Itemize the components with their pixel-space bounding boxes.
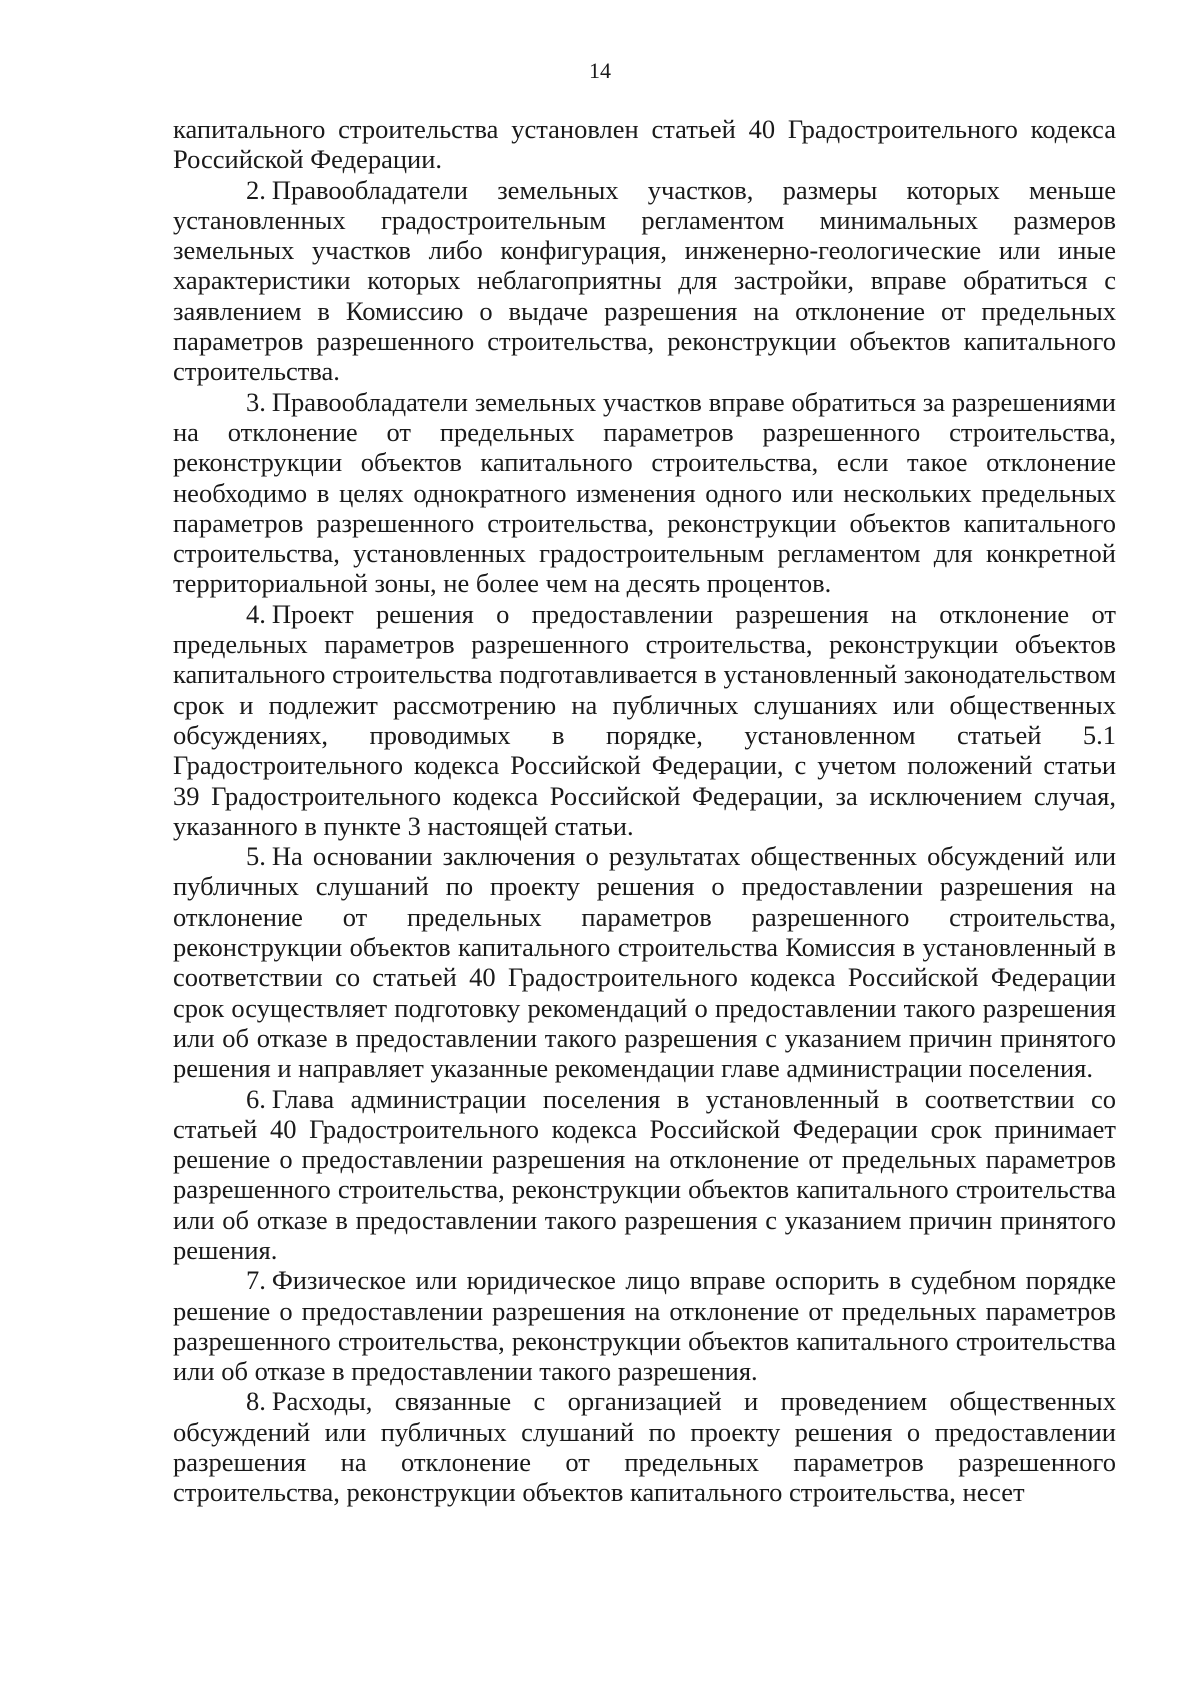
paragraph-continuation [173, 114, 1116, 175]
paragraph-item-8 [173, 1386, 1116, 1507]
paragraph-number: 6. [246, 1083, 266, 1114]
paragraph-item-4 [173, 599, 1116, 841]
paragraph-text: Проект решения о предоставлении разрешения на отклонение от предельных параметров разрешенного строительства, реконструкции объектов капитального строительства подготавливается в установленный законодательством срок и подлежит рассмотрению на публичных слушаниях или общественных обсуждениях, проводимых в порядке, установленном статьей 5.1 Градостроительного кодекса Российской Федерации, с учетом положений статьи 39 Градостроительного кодекса Российской Федерации, за исключением случая, указанного в пункте 3 настоящей статьи. [173, 598, 1116, 841]
paragraph-text: Правообладатели земельных участков, размеры которых меньше установленных градостроительным регламентом минимальных размеров земельных участков либо конфигурация, инженерно-геологические или иные характеристики которых неблагоприятны для застройки, вправе обратиться с заявлением в Комиссию о выдаче разрешения на отклонение от предельных параметров разрешенного строительства, реконструкции объектов капитального строительства. [173, 174, 1116, 387]
paragraph-number: 3. [246, 386, 266, 417]
paragraph-text: Расходы, связанные с организацией и проведением общественных обсуждений или публичных слушаний по проекту решения о предоставлении разрешения на отклонение от предельных параметров разрешенного строительства, реконструкции объектов капитального строительства, несет [173, 1386, 1116, 1508]
document-body [173, 114, 1116, 1508]
paragraph-item-5 [173, 841, 1116, 1083]
paragraph-item-6 [173, 1084, 1116, 1266]
page-number: 14 [589, 58, 611, 83]
paragraph-text: На основании заключения о результатах общественных обсуждений или публичных слушаний по проекту решения о предоставлении разрешения на отклонение от предельных параметров разрешенного строительства, реконструкции объектов капитального строительства Комиссия в установленный в соответствии со статьей 40 Градостроительного кодекса Российской Федерации срок осуществляет подготовку рекомендаций о предоставлении такого разрешения или об отказе в предоставлении такого разрешения с указанием причин принятого решения и направляет указанные рекомендации главе администрации поселения. [173, 841, 1116, 1084]
paragraph-text: капитального строительства установлен статьей 40 Градостроительного кодекса Российской Федерации. [173, 114, 1116, 175]
paragraph-item-2 [173, 175, 1116, 387]
paragraph-number: 8. [246, 1386, 266, 1417]
paragraph-number: 2. [246, 174, 266, 205]
paragraph-item-3 [173, 387, 1116, 599]
paragraph-number: 4. [246, 598, 266, 629]
paragraph-text: Физическое или юридическое лицо вправе оспорить в судебном порядке решение о предоставлении разрешения на отклонение от предельных параметров разрешенного строительства, реконструкции объектов капитального строительства или об отказе в предоставлении такого разрешения. [173, 1265, 1116, 1387]
paragraph-number: 7. [246, 1265, 266, 1296]
paragraph-number: 5. [246, 841, 266, 872]
paragraph-item-7 [173, 1265, 1116, 1386]
paragraph-text: Правообладатели земельных участков вправе обратиться за разрешениями на отклонение от предельных параметров разрешенного строительства, реконструкции объектов капитального строительства, если такое отклонение необходимо в целях однократного изменения одного или нескольких предельных параметров разрешенного строительства, реконструкции объектов капитального строительства, установленных градостроительным регламентом для конкретной территориальной зоны, не более чем на десять процентов. [173, 386, 1116, 599]
paragraph-text: Глава администрации поселения в установленный в соответствии со статьей 40 Градостроительного кодекса Российской Федерации срок принимает решение о предоставлении разрешения на отклонение от предельных параметров разрешенного строительства, реконструкции объектов капитального строительства или об отказе в предоставлении такого разрешения с указанием причин принятого решения. [173, 1083, 1116, 1265]
